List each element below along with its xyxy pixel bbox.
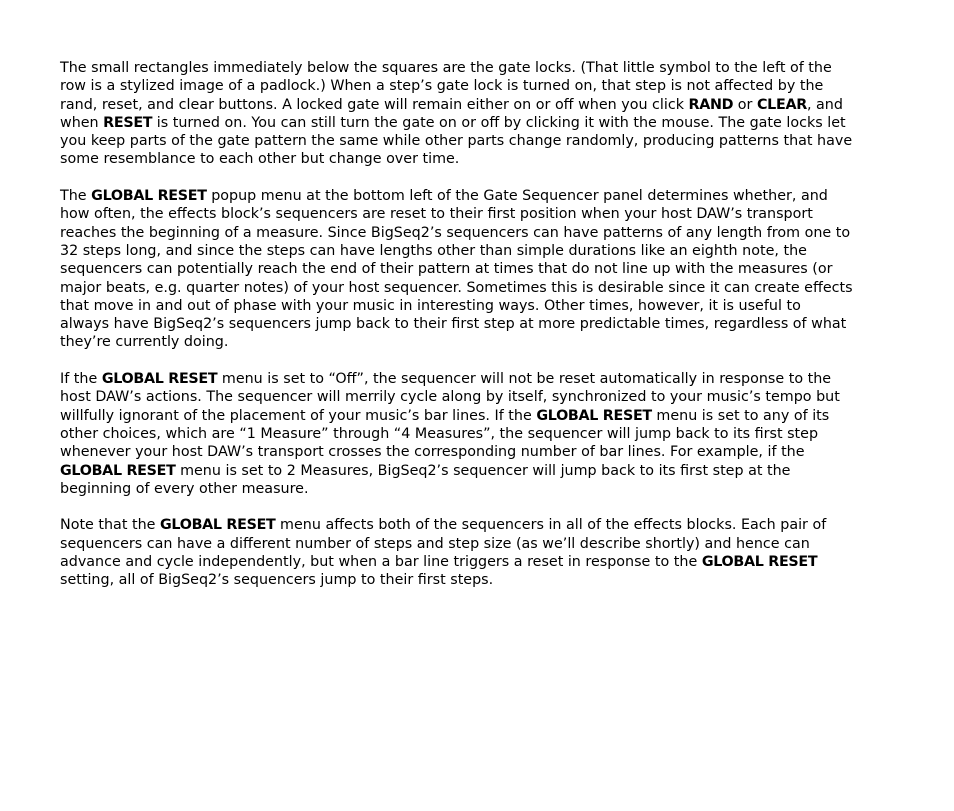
text-run: menu is set to “Off”, the sequencer will not be reset automatically in response to the — [217, 371, 832, 388]
paragraph-4 — [60, 516, 910, 589]
text-line — [60, 535, 910, 553]
text-run: row is a stylized image of a padlock.) When a step’s gate lock is turned on, that step is not affected by the — [60, 78, 824, 95]
control-name-keyword: GLOBAL RESET — [91, 188, 207, 205]
text-line — [60, 516, 910, 534]
control-name-keyword: RAND — [688, 96, 734, 113]
document-body — [60, 59, 910, 608]
text-run: some resemblance to each other but change over time. — [60, 151, 460, 168]
text-run: sequencers can have a different number of steps and step size (as we’ll describe shortly) and hence can — [60, 535, 810, 552]
control-name-keyword: RESET — [103, 114, 153, 131]
text-run: they’re currently doing. — [60, 334, 229, 351]
text-run: major beats, e.g. quarter notes) of your host sequencer. Sometimes this is desirable since it can create effects — [60, 279, 853, 296]
text-line — [60, 297, 910, 315]
text-run: 32 steps long, and since the steps can have lengths other than simple durations like an eighth note, the — [60, 242, 807, 259]
text-run: menu affects both of the sequencers in all of the effects blocks. Each pair of — [275, 517, 827, 534]
text-run: , and — [806, 96, 843, 113]
text-line — [60, 114, 910, 132]
text-line — [60, 571, 910, 589]
text-run: menu is set to any of its — [651, 407, 830, 424]
text-run: whenever your host DAW’s transport crosses the corresponding number of bar lines. For example, if the — [60, 444, 805, 461]
text-line — [60, 187, 910, 205]
text-run: sequencers can potentially reach the end of their pattern at times that do not line up with the measures (or — [60, 261, 833, 278]
text-run: beginning of every other measure. — [60, 480, 309, 497]
paragraph-1 — [60, 59, 910, 169]
text-run: popup menu at the bottom left of the Gate Sequencer panel determines whether, and — [206, 188, 828, 205]
text-line — [60, 388, 910, 406]
text-line — [60, 205, 910, 223]
text-line — [60, 77, 910, 95]
text-run: always have BigSeq2’s sequencers jump back to their first step at more predictable times, regardless of what — [60, 316, 847, 333]
text-line — [60, 242, 910, 260]
text-run: other choices, which are “1 Measure” through “4 Measures”, the sequencer will jump back to its first step — [60, 425, 819, 442]
text-run: menu is set to 2 Measures, BigSeq2’s sequencer will jump back to its first step at the — [175, 462, 791, 479]
paragraph-3 — [60, 370, 910, 498]
text-run: that move in and out of phase with your music in interesting ways. Other times, however, it is useful to — [60, 297, 801, 314]
text-line — [60, 370, 910, 388]
text-run: when — [60, 114, 104, 131]
text-run: host DAW’s actions. The sequencer will merrily cycle along by itself, synchronized to your music’s tempo but — [60, 389, 840, 406]
text-run: Note that the — [60, 517, 160, 534]
text-line — [60, 150, 910, 168]
text-run: advance and cycle independently, but when a bar line triggers a reset in response to the — [60, 554, 702, 571]
control-name-keyword: GLOBAL RESET — [536, 407, 652, 424]
text-run: The small rectangles immediately below the squares are the gate locks. (That little symbol to the left of the — [60, 60, 832, 76]
text-line — [60, 553, 910, 571]
control-name-keyword: CLEAR — [756, 96, 807, 113]
text-line — [60, 480, 910, 498]
text-line — [60, 407, 910, 425]
text-run: The — [60, 188, 92, 205]
control-name-keyword: GLOBAL RESET — [701, 554, 818, 571]
text-line — [60, 333, 910, 351]
text-run: is turned on. You can still turn the gate on or off by clicking it with the mouse. The gate locks let — [152, 114, 846, 131]
text-line — [60, 224, 910, 242]
control-name-keyword: GLOBAL RESET — [159, 517, 276, 534]
text-line — [60, 315, 910, 333]
text-line — [60, 260, 910, 278]
control-name-keyword: GLOBAL RESET — [101, 371, 218, 388]
text-run: or — [733, 96, 757, 113]
text-run: If the — [60, 371, 102, 388]
paragraph-2 — [60, 187, 910, 352]
text-line — [60, 425, 910, 443]
text-run: how often, the effects block’s sequencers are reset to their first position when your host DAW’s transport — [60, 206, 813, 223]
text-line — [60, 443, 910, 461]
text-line — [60, 462, 910, 480]
text-run: willfully ignorant of the placement of your music’s bar lines. If the — [60, 407, 537, 424]
text-run: setting, all of BigSeq2’s sequencers jump to their first steps. — [60, 572, 494, 589]
text-line — [60, 279, 910, 297]
text-line — [60, 59, 910, 77]
text-line — [60, 96, 910, 114]
text-run: reaches the beginning of a measure. Since BigSeq2’s sequencers can have patterns of any length from one to — [60, 224, 851, 241]
text-run: rand, reset, and clear buttons. A locked gate will remain either on or off when you click — [60, 96, 689, 113]
text-run: you keep parts of the gate pattern the same while other parts change randomly, producing patterns that have — [60, 133, 853, 150]
text-line — [60, 132, 910, 150]
control-name-keyword: GLOBAL RESET — [60, 462, 176, 479]
